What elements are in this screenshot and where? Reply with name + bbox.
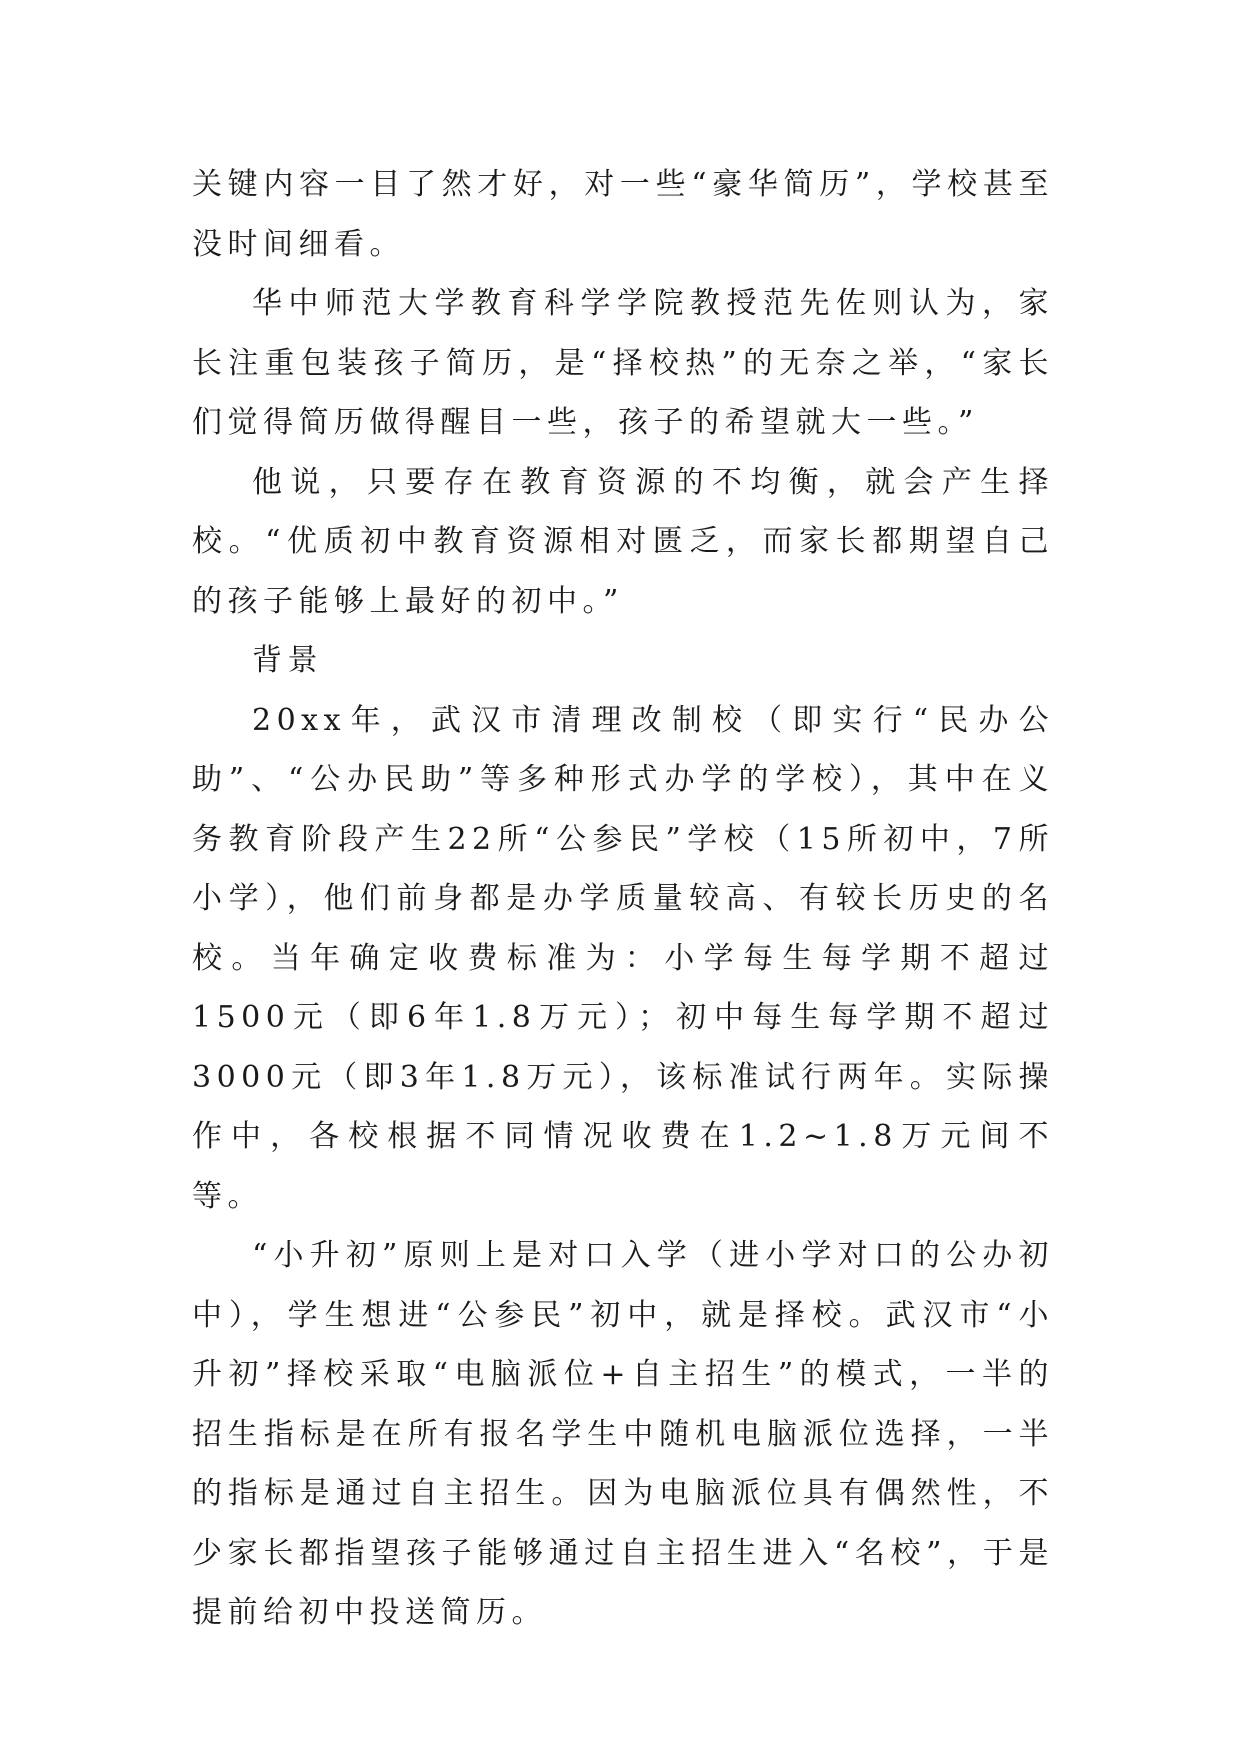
document-body: [192, 155, 1054, 1643]
paragraph-education-resources: 他说，只要存在教育资源的不均衡，就会产生择校。“优质初中教育资源相对匮乏，而家长都期望自己的孩子能够上最好的初中。”: [192, 464, 1054, 619]
paragraph-school-selection: “小升初”原则上是对口入学（进小学对口的公办初中），学生想进“公参民”初中，就是择校。武汉市“小升初”择校采取“电脑派位+自主招生”的模式，一半的招生指标是在所有报名学生中随机电脑派位选择，一半的指标是通过自主招生。因为电脑派位具有偶然性，不少家长都指望孩子能够通过自主招生进入“名校”，于是提前给初中投送简历。: [192, 1238, 1054, 1630]
paragraph-background-history: 20xx年，武汉市清理改制校（即实行“民办公助”、“公办民助”等多种形式办学的学校），其中在义务教育阶段产生22所“公参民”学校（15所初中，7所小学），他们前身都是办学质量较高、有较长历史的名校。当年确定收费标准为：小学每生每学期不超过1500元（即6年1.8万元）；初中每生每学期不超过3000元（即3年1.8万元），该标准试行两年。实际操作中，各校根据不同情况收费在1.2~1.8万元间不等。: [192, 702, 1054, 1214]
paragraph-professor-quote: 华中师范大学教育科学学院教授范先佐则认为，家长注重包装孩子简历，是“择校热”的无奈之举，“家长们觉得简历做得醒目一些，孩子的希望就大一些。”: [192, 286, 1054, 440]
section-heading-background: 背景: [252, 643, 323, 678]
paragraph-continuation: 关键内容一目了然才好，对一些“豪华简历”，学校甚至没时间细看。: [192, 167, 1054, 262]
